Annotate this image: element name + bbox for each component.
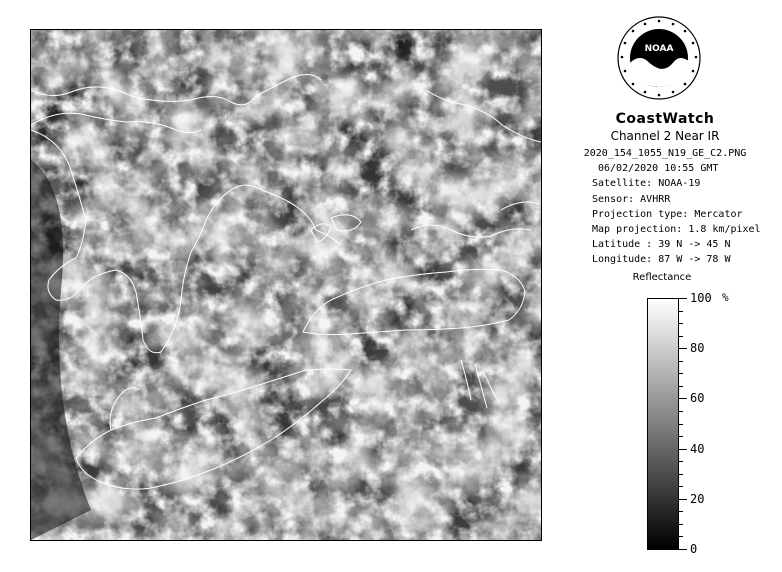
colorbar-tick: [679, 511, 683, 512]
colorbar-tick: [679, 373, 683, 374]
colorbar-tick: [679, 386, 683, 387]
colorbar-tick-label: 100: [690, 291, 712, 305]
channel-label: Channel 2 Near IR: [610, 129, 720, 143]
colorbar-tick: [679, 536, 683, 537]
colorbar-tick: [679, 549, 687, 550]
file-name: 2020_154_1055_N19_GE_C2.PNG: [583, 148, 747, 159]
colorbar-tick: [679, 411, 683, 412]
colorbar-tick: [679, 449, 687, 450]
colorbar-tick: [679, 323, 683, 324]
noaa-logo-icon: [617, 16, 701, 100]
satellite-image: [31, 30, 541, 540]
colorbar-tick: [679, 311, 683, 312]
colorbar-tick: [679, 436, 683, 437]
satellite-label: Satellite: NOAA-19: [592, 178, 701, 189]
longitude-label: Longitude: 87 W -> 78 W: [592, 254, 731, 265]
colorbar-tick: [679, 336, 683, 337]
colorbar-tick: [679, 298, 687, 299]
colorbar-tick: [679, 524, 683, 525]
colorbar-unit: %: [722, 291, 729, 304]
satellite-image-panel: [30, 29, 542, 541]
colorbar-tick: [679, 499, 687, 500]
colorbar-tick: [679, 398, 687, 399]
colorbar-tick: [679, 486, 683, 487]
colorbar-tick-label: 20: [690, 492, 705, 506]
colorbar-title: Reflectance: [632, 272, 692, 283]
app-title: CoastWatch: [615, 111, 715, 127]
logo-lettering: NOAA: [644, 44, 674, 54]
latitude-label: Latitude : 39 N -> 45 N: [592, 239, 731, 250]
map-projection-label: Map projection: 1.8 km/pixel: [592, 224, 761, 235]
datetime-label: 06/02/2020 10:55 GMT: [598, 163, 719, 174]
colorbar-tick: [679, 424, 683, 425]
cloud-layer-fine: [31, 30, 541, 540]
colorbar-tick-label: 0: [690, 542, 698, 556]
colorbar-tick: [679, 348, 687, 349]
colorbar-tick: [679, 461, 683, 462]
colorbar: [647, 298, 679, 550]
colorbar-tick-label: 80: [690, 341, 705, 355]
projection-type-label: Projection type: Mercator: [592, 209, 743, 220]
colorbar-tick-label: 40: [690, 442, 705, 456]
sensor-label: Sensor: AVHRR: [592, 194, 671, 205]
colorbar-tick-label: 60: [690, 391, 705, 405]
colorbar-tick: [679, 361, 683, 362]
colorbar-tick: [679, 474, 683, 475]
